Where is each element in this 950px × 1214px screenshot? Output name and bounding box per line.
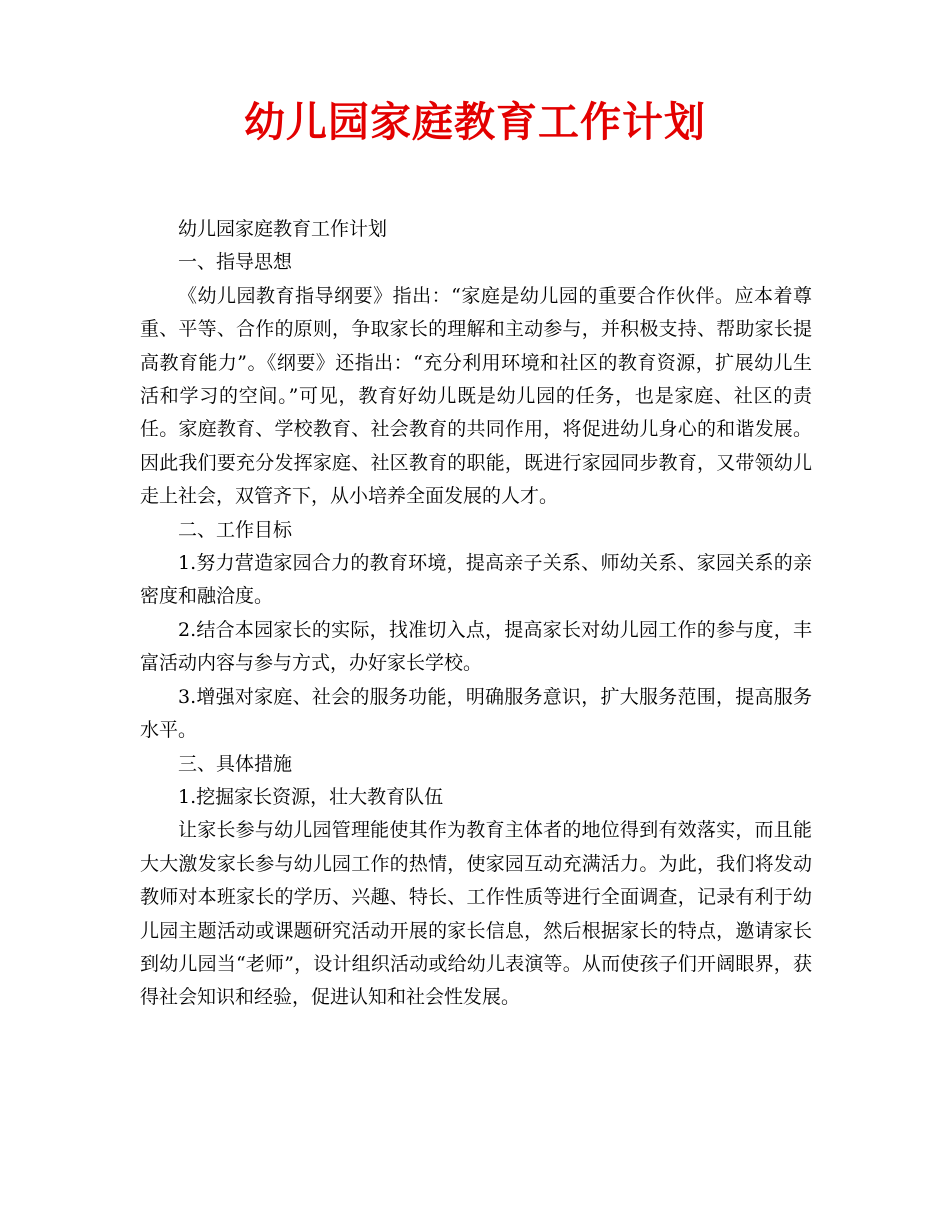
section-heading-work-goals: 二、工作目标	[178, 518, 293, 541]
document-body	[140, 213, 812, 1015]
paragraph-goal-3: 3.增强对家庭、社会的服务功能，明确服务意识，扩大服务范围，提高服务水平。	[140, 685, 812, 742]
paragraph-heading-repeat: 幼儿园家庭教育工作计划	[178, 218, 388, 240]
section-heading-specific-measures: 三、具体措施	[178, 752, 293, 775]
paragraph-goal-2: 2.结合本园家长的实际，找准切入点，提高家长对幼儿园工作的参与度，丰富活动内容与参与方式，办好家长学校。	[140, 618, 812, 675]
paragraph-measure-1: 让家长参与幼儿园管理能使其作为教育主体者的地位得到有效落实，而且能大大激发家长参与幼儿园工作的热情，使家园互动充满活力。为此，我们将发动教师对本班家长的学历、兴趣、特长、工作性质等进行全面调查，记录有利于幼儿园主题活动或课题研究活动开展的家长信息，然后根据家长的特点，邀请家长到幼儿园当“老师”，设计组织活动或给幼儿表演等。从而使孩子们开阔眼界，获得社会知识和经验，促进认知和社会性发展。	[140, 819, 812, 1009]
section-heading-guiding-ideology: 一、指导思想	[178, 251, 293, 274]
subheading-measure-1: 1.挖掘家长资源，壮大教育队伍	[178, 785, 444, 808]
paragraph-guiding-ideology: 《幼儿园教育指导纲要》指出：“家庭是幼儿园的重要合作伙伴。应本着尊重、平等、合作的原则，争取家长的理解和主动参与，并积极支持、帮助家长提高教育能力”。《纲要》还指出：“充分利用环境和社区的教育资源，扩展幼儿生活和学习的空间。”可见，教育好幼儿既是幼儿园的任务，也是家庭、社区的责任。家庭教育、学校教育、社会教育的共同作用，将促进幼儿身心的和谐发展。因此我们要充分发挥家庭、社区教育的职能，既进行家园同步教育，又带领幼儿走上社会，双管齐下，从小培养全面发展的人才。	[140, 284, 812, 508]
paragraph-goal-1: 1.努力营造家园合力的教育环境，提高亲子关系、师幼关系、家园关系的亲密度和融洽度。	[140, 552, 812, 608]
document-title: 幼儿园家庭教育工作计划	[244, 98, 706, 146]
